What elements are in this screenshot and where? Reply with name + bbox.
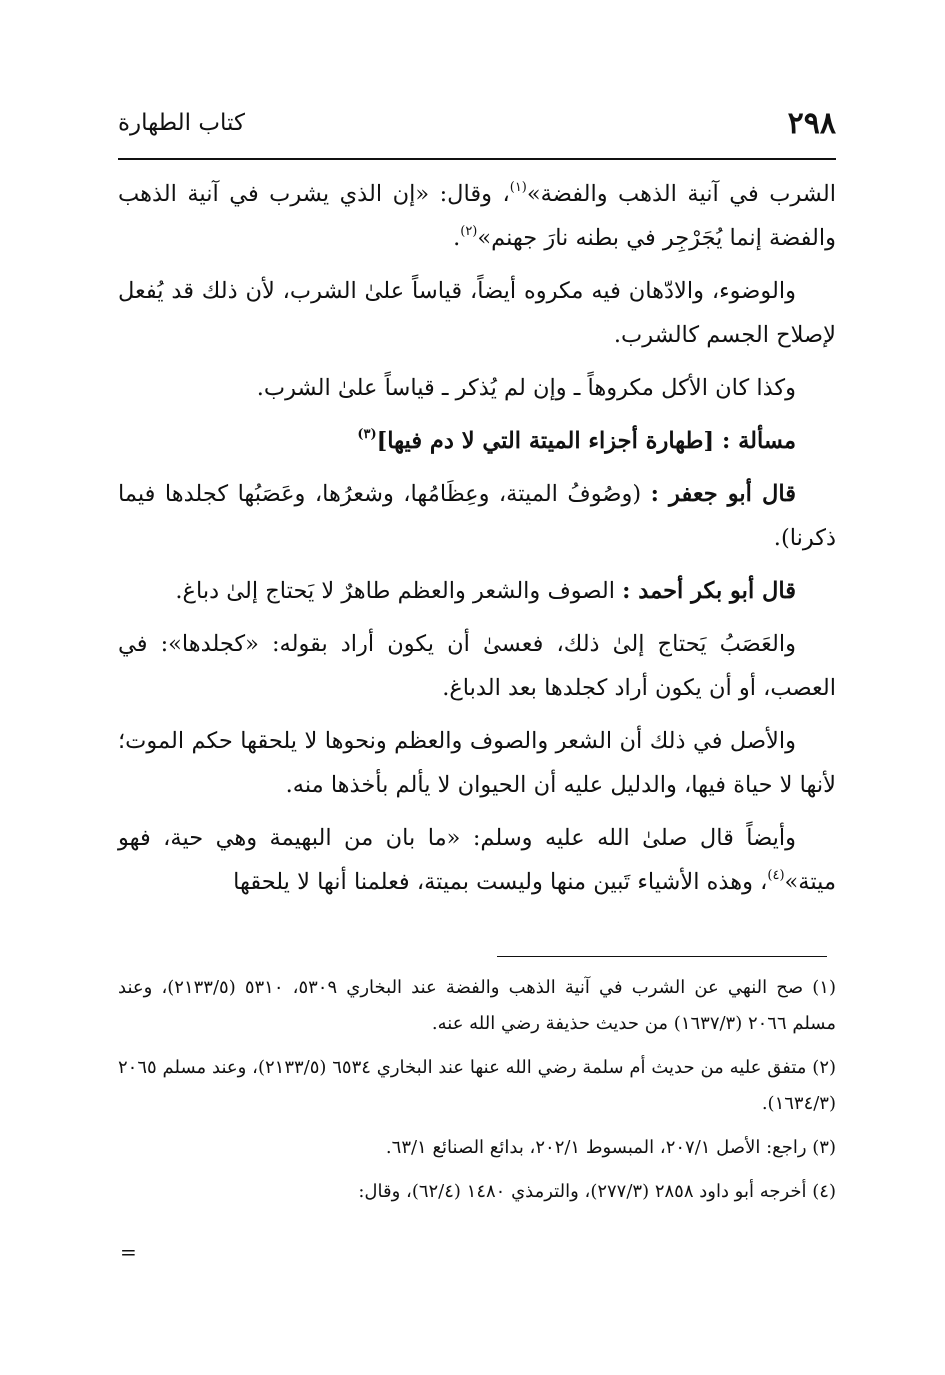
- paragraph-9: وأيضاً قال صلىٰ الله عليه وسلم: «ما بان من البهيمة وهي حية، فهو ميتة»$^{(٤)}$، وهذه الأشياء تَبين منها وليست بميتة، فعلمنا أنها لا يلحقها: [118, 825, 836, 895]
- paragraph-3: وكذا كان الأكل مكروهاً ـ وإن لم يُذكر ـ قياساً علىٰ الشرب.: [256, 375, 796, 401]
- footnote-1: (١) صح النهي عن الشرب في آنية الذهب والفضة عند البخاري ٥٣٠٩، ٥٣١٠ (٢١٣٣/٥)، وعند مسلم ٢٠٦٦ (١٦٣٧/٣) من حديث حذيفة رضي الله عنه.: [118, 977, 836, 1034]
- paragraph-abu-jafar: قال أبو جعفر : (وصُوفُ الميتة، وعِظَامُها، وشعرُها، وعَصَبُها كجلدها فيما ذكرنا).: [118, 481, 836, 551]
- main-text: [118, 172, 836, 913]
- footnote-ref-2[interactable]: (٢): [460, 224, 478, 239]
- continuation-mark: =: [120, 1240, 137, 1264]
- paragraph-7: والعَصَبُ يَحتاج إلىٰ ذلك، فعسىٰ أن يكون أراد بقوله: «كجلدها»: في العصب، أو أن يكون أراد كجلدها بعد الدباغ.: [118, 631, 836, 701]
- footnote-2: (٢) متفق عليه من حديث أم سلمة رضي الله عنها عند البخاري ٦٥٣٤ (٢١٣٣/٥)، وعند مسلم ٢٠٦٥ (١٦٣٤/٣).: [118, 1057, 837, 1114]
- page-header: [118, 104, 836, 154]
- footnote-divider: [497, 956, 827, 957]
- running-title: كتاب الطهارة: [118, 110, 245, 136]
- footnote-4: (٤) أخرجه أبو داود ٢٨٥٨ (٢٧٧/٣)، والترمذي ١٤٨٠ (٦٢/٤)، وقال:: [358, 1181, 836, 1202]
- footnote-3: (٣) راجع: الأصل ٢٠٧/١، المبسوط ٢٠٢/١، بدائع الصنائع ٦٣/١.: [385, 1137, 836, 1158]
- paragraph-2: والوضوء، والادّهان فيه مكروه أيضاً، قياساً علىٰ الشرب، لأن ذلك قد يُفعل لإصلاح الجسم كالشرب.: [118, 278, 836, 348]
- header-divider: [118, 158, 836, 160]
- page-number: ٢٩٨: [787, 106, 836, 141]
- speaker-label: قال أبو جعفر :: [650, 481, 797, 507]
- paragraph-abu-bakr: قال أبو بكر أحمد : الصوف والشعر والعظم طاهرٌ لا يَحتاج إلىٰ دباغ.: [175, 578, 796, 604]
- paragraph-1: الشرب في آنية الذهب والفضة»$^{(١)}$، وقال: «إن الذي يشرب في آنية الذهب والفضة إنما يُجَرْجِر في بطنه نارَ جهنم»$^{(٢)}$.: [118, 180, 836, 251]
- paragraph-8: والأصل في ذلك أن الشعر والصوف والعظم ونحوها لا يلحقها حكم الموت؛ لأنها لا حياة فيها، والدليل عليه أن الحيوان لا يألم بأخذها منه.: [118, 728, 836, 798]
- issue-heading: مسألة : [طهارة أجزاء الميتة التي لا دم فيها]$^{(٣)}$: [357, 427, 796, 454]
- footnote-ref-3[interactable]: (٣): [357, 427, 377, 442]
- issue-title: [طهارة أجزاء الميتة التي لا دم فيها]: [376, 428, 715, 454]
- footnote-ref-1[interactable]: (١): [509, 180, 527, 195]
- footnote-ref-4[interactable]: (٤): [767, 868, 785, 883]
- footnotes: [118, 970, 836, 1218]
- speaker-label: قال أبو بكر أحمد :: [622, 578, 796, 604]
